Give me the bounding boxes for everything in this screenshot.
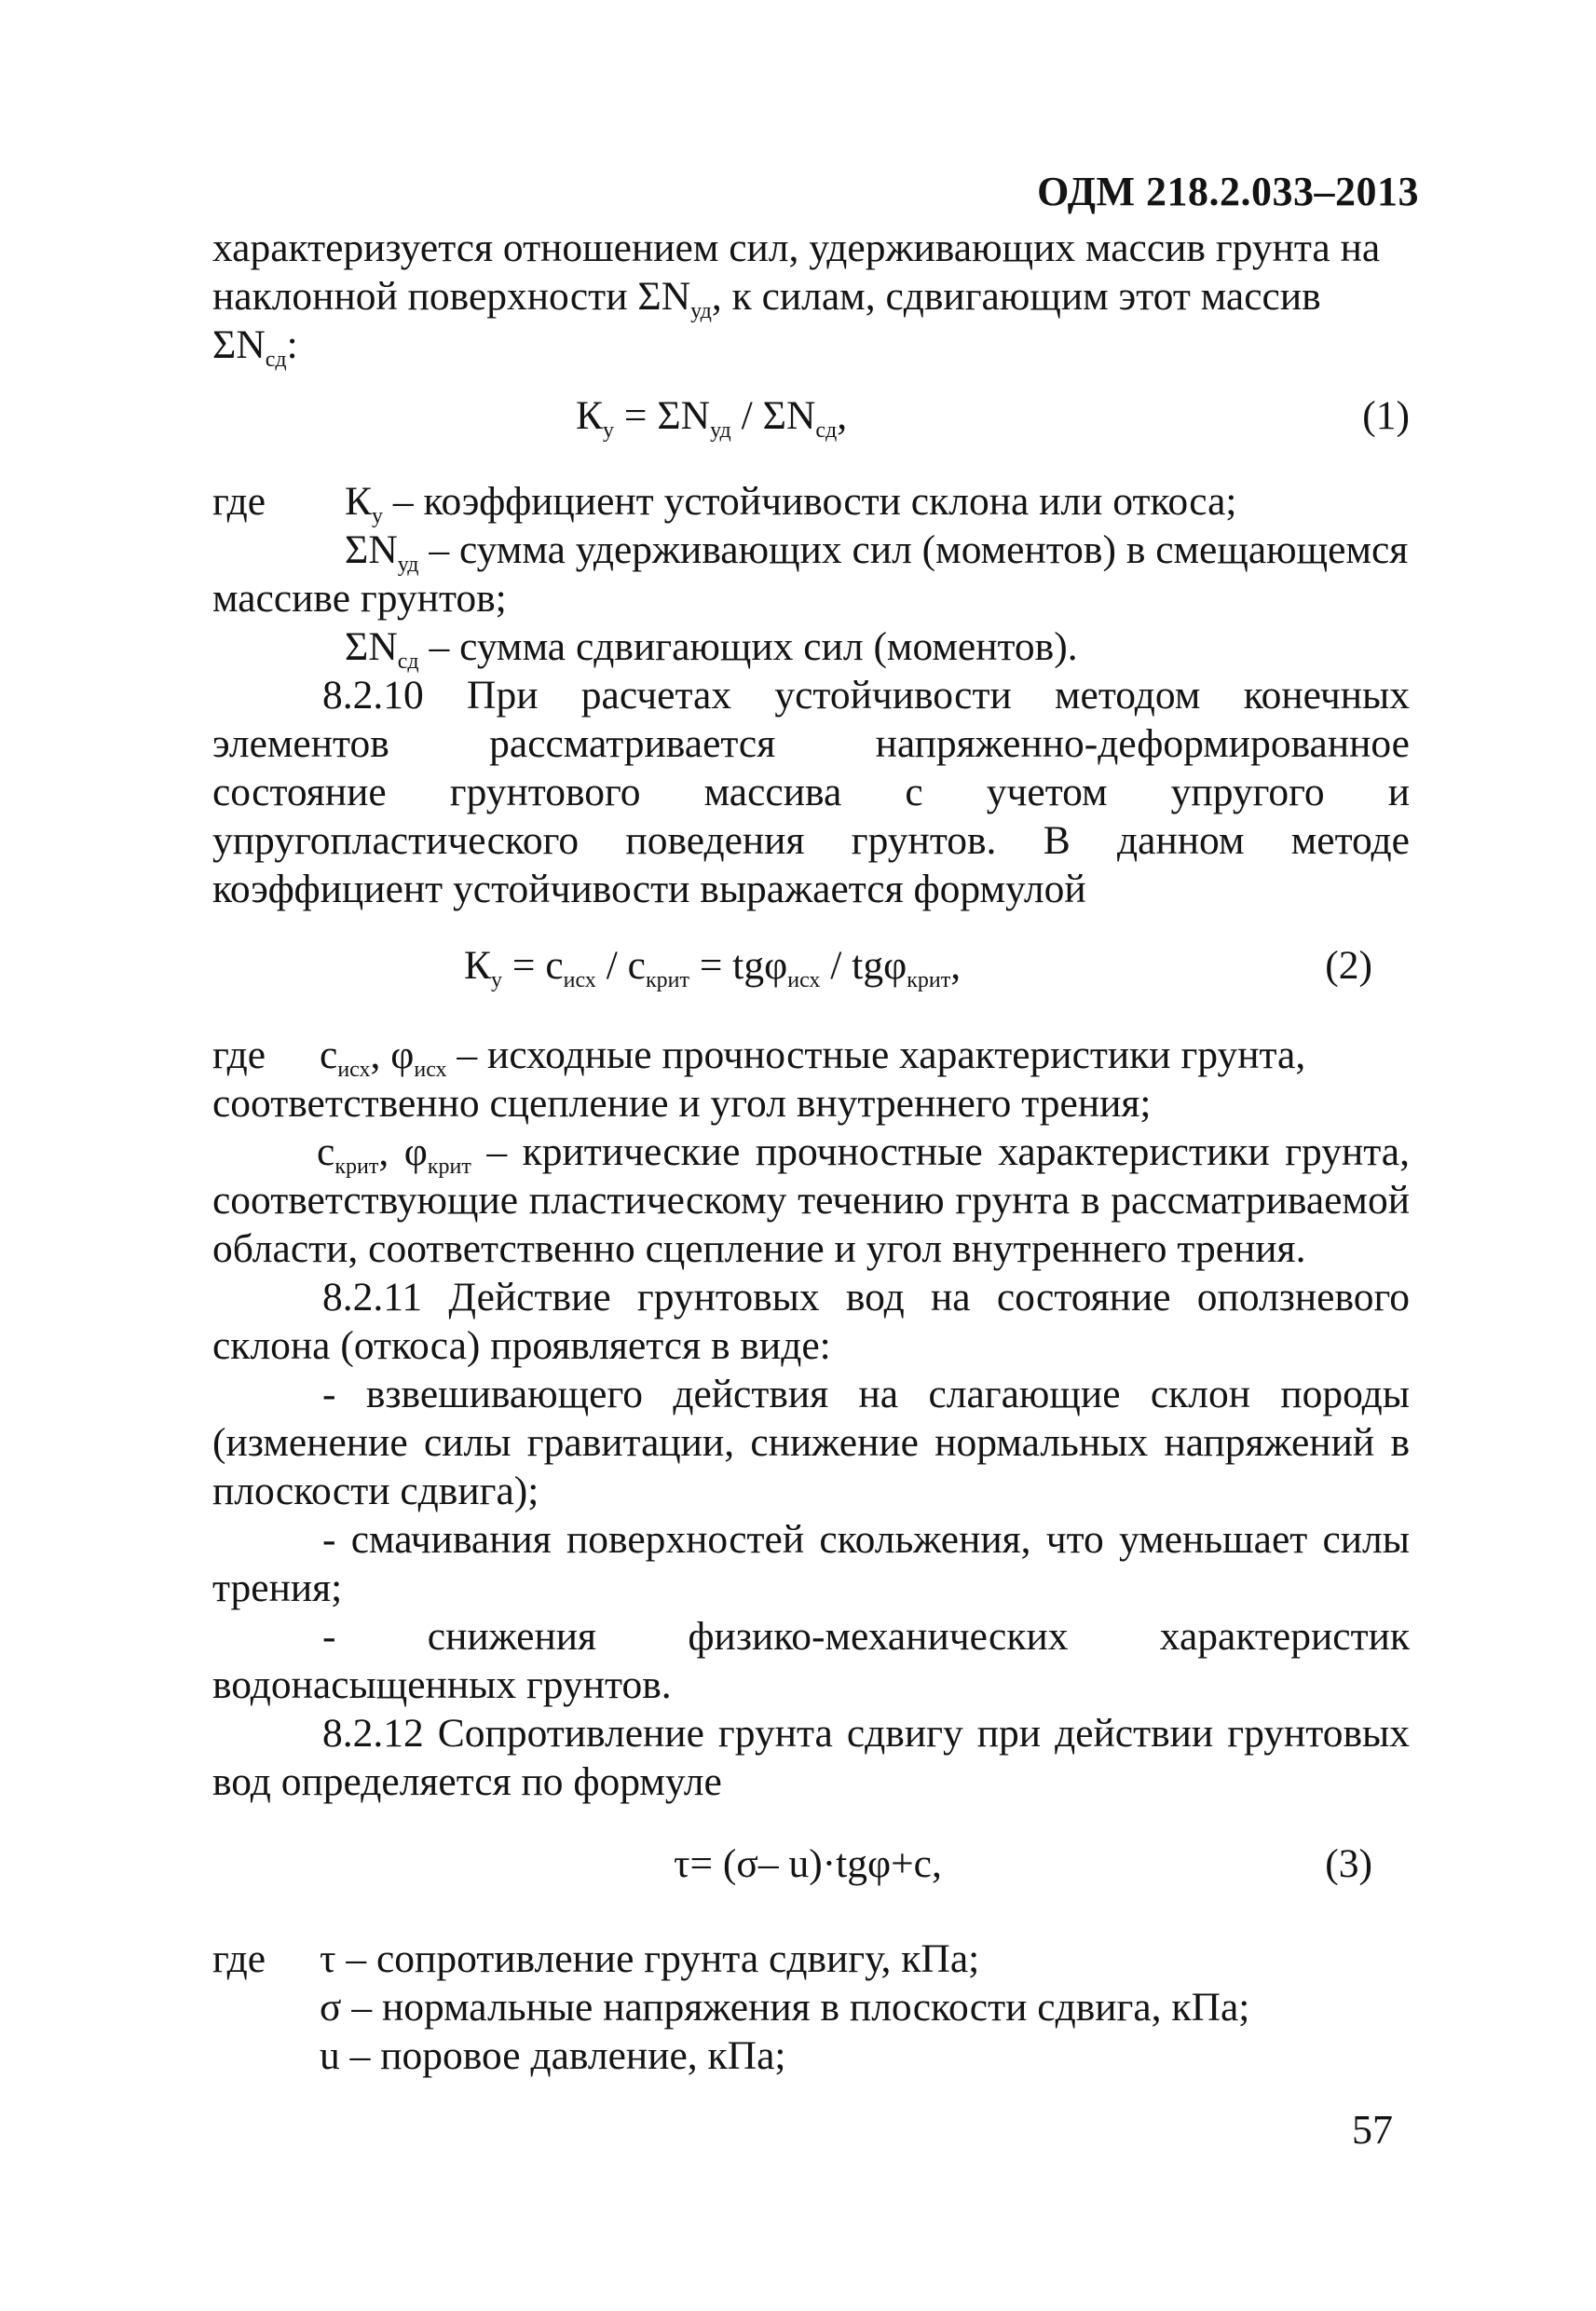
k-symbol: К bbox=[576, 393, 604, 438]
def-text: – критические прочностные характеристики грунта, соответствующие пластическому течению грунта в рассматриваемой области, соответственно сцепление и угол внутреннего трения. bbox=[212, 1129, 1410, 1271]
n-symbol: N bbox=[236, 322, 266, 367]
def-isx-continuation: соответственно сцепление и угол внутреннего трения; bbox=[212, 1081, 1152, 1126]
where-label: где bbox=[212, 1032, 266, 1077]
n-symbol: N bbox=[785, 393, 816, 438]
def-nsd bbox=[212, 622, 1410, 674]
subscript-sd: сд bbox=[265, 348, 287, 372]
c-symbol: с bbox=[627, 943, 646, 988]
subscript-y: у bbox=[372, 504, 384, 528]
list-item: - снижения физико-механических характеристик водонасыщенных грунтов. bbox=[212, 1614, 1410, 1707]
def-krit bbox=[212, 1128, 1410, 1273]
intro-line-1: характеризуется отношением сил, удерживающих массив грунта на bbox=[212, 226, 1381, 270]
subscript-isx: исх bbox=[414, 1058, 447, 1082]
subscript-y: у bbox=[491, 968, 503, 992]
n-symbol: N bbox=[368, 527, 398, 572]
c-symbol: с bbox=[317, 1129, 335, 1174]
sum-symbol: Σ bbox=[762, 393, 786, 438]
comma: , bbox=[370, 1032, 381, 1077]
k-symbol: К bbox=[345, 479, 373, 524]
where-label: где bbox=[212, 1936, 266, 1981]
def-tau-text: τ – сопротивление грунта сдвигу, кПа; bbox=[320, 1936, 980, 1981]
page-number: 57 bbox=[1352, 2107, 1393, 2153]
paragraph-text: При расчетах устойчивости методом конечных элементов рассматривается напряженно-деформированное состояние грунтового массива с учетом упругого и упругопластического поведения грунтов. В данном методе коэффициент устойчивости выражается формулой bbox=[212, 673, 1410, 911]
list-item: - взвешивающего действия на слагающие склон породы (изменение силы гравитации, снижение нормальных напряжений в плоскости сдвига); bbox=[212, 1372, 1410, 1513]
subscript-y: у bbox=[603, 418, 615, 443]
comma: , bbox=[378, 1129, 389, 1174]
def-text: – сумма сдвигающих сил (моментов). bbox=[418, 624, 1078, 669]
where-label: где bbox=[212, 479, 266, 524]
formula-1-expression bbox=[576, 391, 848, 443]
subscript-krit: крит bbox=[645, 968, 689, 992]
comma: , bbox=[837, 393, 848, 438]
formula-2-expression bbox=[464, 941, 961, 990]
n-symbol: N bbox=[661, 274, 691, 319]
def-k-text bbox=[345, 477, 1410, 526]
intro-line-2 bbox=[212, 272, 1410, 372]
subscript-isx: исх bbox=[563, 968, 596, 992]
formula-3 bbox=[212, 1830, 1410, 1907]
def-text: – сумма удерживающих сил (моментов) в смещающемся bbox=[418, 527, 1409, 572]
subscript-sd: сд bbox=[397, 650, 419, 674]
c-symbol: с bbox=[320, 1032, 338, 1077]
phi-symbol: φ bbox=[883, 943, 907, 988]
comma: , bbox=[711, 274, 722, 319]
def-isx bbox=[212, 1031, 1410, 1082]
def-text: – исходные прочностные характеристики грунта, bbox=[446, 1032, 1306, 1077]
c-symbol: с bbox=[545, 943, 564, 988]
list-item: - смачивания поверхностей скольжения, что уменьшает силы трения; bbox=[212, 1517, 1410, 1610]
comma: , bbox=[950, 943, 962, 988]
tg-symbol: tg bbox=[732, 943, 765, 988]
formula-3-number: (3) bbox=[1325, 1841, 1372, 1886]
subscript-sd: сд bbox=[815, 418, 838, 443]
equals: = bbox=[502, 943, 546, 988]
slash: / bbox=[820, 943, 853, 988]
slash: / bbox=[595, 943, 628, 988]
def-isx-text bbox=[320, 1031, 1410, 1082]
sum-symbol: Σ bbox=[212, 322, 237, 367]
subscript-krit: крит bbox=[334, 1155, 379, 1179]
def-text: – коэффициент устойчивости склона или откоса; bbox=[383, 479, 1237, 524]
subscript-isx: исх bbox=[337, 1058, 371, 1082]
subscript-ud: уд bbox=[397, 553, 419, 577]
k-symbol: К bbox=[464, 943, 492, 988]
formula-3-expression: τ= (σ– u)·tgφ+c, bbox=[674, 1841, 942, 1886]
subscript-ud: уд bbox=[710, 418, 731, 443]
subscript-krit: крит bbox=[427, 1155, 471, 1179]
phi-symbol: φ bbox=[390, 1032, 415, 1077]
n-symbol: N bbox=[368, 624, 398, 669]
subscript-krit: крит bbox=[907, 968, 951, 992]
formula-2-number: (2) bbox=[1325, 943, 1372, 988]
def-u: u – поровое давление, кПа; bbox=[320, 2033, 786, 2078]
sum-symbol: Σ bbox=[345, 527, 369, 572]
paragraph-8-2-10 bbox=[212, 671, 1410, 913]
def-nud bbox=[212, 526, 1410, 577]
equals: = bbox=[689, 943, 733, 988]
document-code: ОДМ 218.2.033–2013 bbox=[1037, 169, 1419, 214]
formula-1-number: (1) bbox=[1362, 393, 1410, 438]
colon: : bbox=[286, 322, 298, 367]
def-sigma: σ – нормальные напряжения в плоскости сдвига, кПа; bbox=[320, 1985, 1250, 2030]
paragraph-8-2-11: 8.2.11 Действие грунтовых вод на состояние оползневого склона (откоса) проявляется в виде: bbox=[212, 1275, 1410, 1368]
sum-symbol: Σ bbox=[637, 274, 662, 319]
document-body bbox=[212, 224, 1410, 2080]
intro-text: к силам, сдвигающим этот массив bbox=[721, 274, 1321, 319]
def-nud-continuation: массиве грунтов; bbox=[212, 576, 507, 621]
sum-symbol: Σ bbox=[345, 624, 369, 669]
phi-symbol: φ bbox=[764, 943, 788, 988]
section-number: 8.2.10 bbox=[322, 673, 424, 718]
intro-text: наклонной поверхности bbox=[212, 274, 638, 319]
sum-symbol: Σ bbox=[657, 393, 681, 438]
formula-2 bbox=[212, 932, 1410, 1008]
paragraph-8-2-12: 8.2.12 Сопротивление грунта сдвигу при действии грунтовых вод определяется по формуле bbox=[212, 1711, 1410, 1804]
subscript-ud: уд bbox=[690, 299, 712, 323]
subscript-isx: исх bbox=[787, 968, 821, 992]
equals: = bbox=[614, 393, 658, 438]
tg-symbol: tg bbox=[852, 943, 884, 988]
def-k bbox=[212, 477, 1410, 526]
def-tau bbox=[212, 1935, 1410, 1983]
n-symbol: N bbox=[680, 393, 711, 438]
phi-symbol: φ bbox=[403, 1129, 428, 1174]
slash: / bbox=[730, 393, 763, 438]
formula-1 bbox=[212, 382, 1410, 458]
